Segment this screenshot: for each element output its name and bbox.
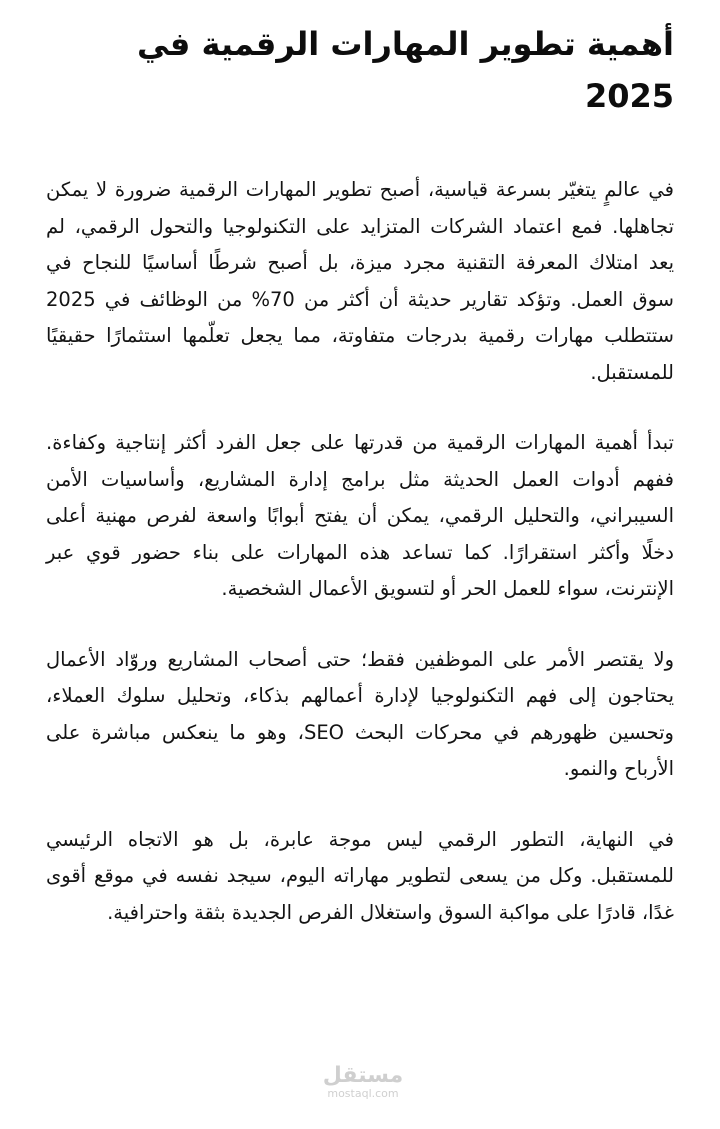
- mostaql-watermark: [318, 1064, 408, 1100]
- article-paragraph-3: ولا يقتصر الأمر على الموظفين فقط؛ حتى أصحاب المشاريع وروّاد الأعمال يحتاجون إلى فهم التكنولوجيا لإدارة أعمالهم بذكاء، وتحليل سلوك العملاء، وتحسين ظهورهم في محركات البحث SEO، وهو ما ينعكس مباشرة على الأرباح والنمو.: [46, 647, 674, 780]
- article-paragraph-2: تبدأ أهمية المهارات الرقمية من قدرتها على جعل الفرد أكثر إنتاجية وكفاءة. ففهم أدوات العمل الحديثة مثل برامج إدارة المشاريع، وأساسيات الأمن السيبراني، والتحليل الرقمي، يمكن أن يفتح أبوابًا واسعة لفرص مهنية أعلى دخلًا وأكثر استقرارًا. كما تساعد هذه المهارات على بناء حضور قوي عبر الإنترنت، سواء للعمل الحر أو لتسويق الأعمال الشخصية.: [46, 431, 674, 600]
- article-paragraph-4: في النهاية، التطور الرقمي ليس موجة عابرة، بل هو الاتجاه الرئيسي للمستقبل. وكل من يسعى لتطوير مهاراته اليوم، سيجد نفسه في موقع أقوى غدًا، قادرًا على مواكبة السوق واستغلال الفرص الجديدة بثقة واحترافية.: [46, 827, 674, 924]
- watermark-logo: مستقل: [322, 1063, 404, 1088]
- article-title: أهمية تطوير المهارات الرقمية في 2025: [136, 25, 674, 115]
- article-paragraph-1: في عالمٍ يتغيّر بسرعة قياسية، أصبح تطوير المهارات الرقمية ضرورة لا يمكن تجاهلها. فمع اعتماد الشركات المتزايد على التكنولوجيا والتحول الرقمي، لم يعد امتلاك المعرفة التقنية مجرد ميزة، بل أصبح شرطًا أساسيًا للنجاح في سوق العمل. وتؤكد تقارير حديثة أن أكثر من 70% من الوظائف في 2025 ستتطلب مهارات رقمية بدرجات متفاوتة، مما يجعل تعلّمها استثمارًا حقيقيًا للمستقبل.: [46, 178, 674, 384]
- watermark-url: mostaql.com: [327, 1087, 399, 1100]
